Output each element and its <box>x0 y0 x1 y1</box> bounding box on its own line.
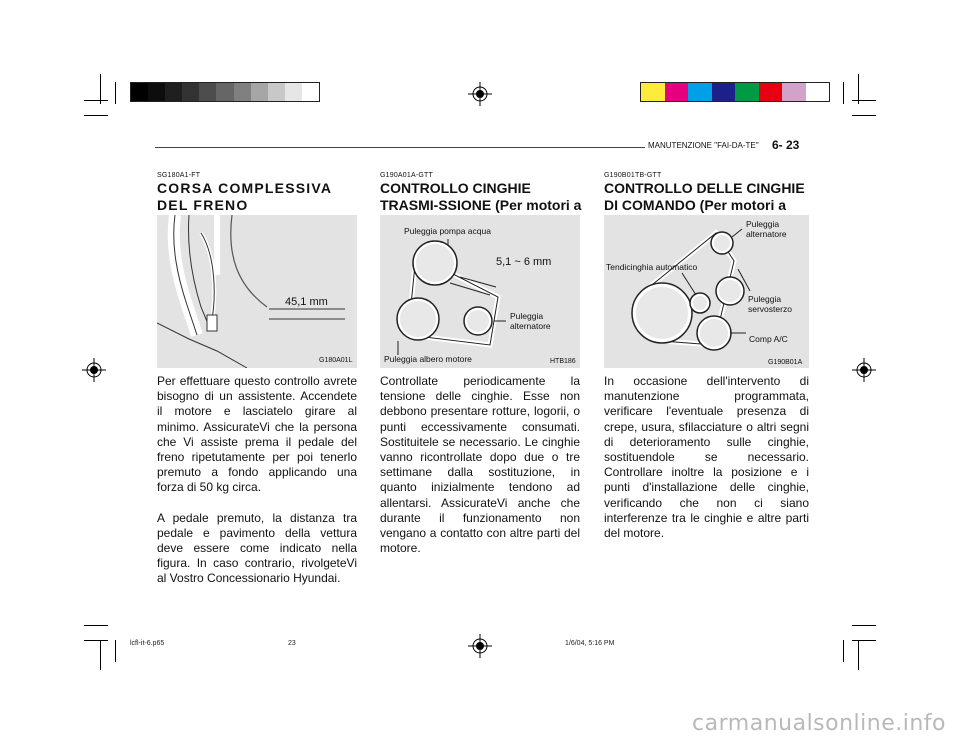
section-body <box>380 374 580 571</box>
section-body <box>604 374 809 556</box>
footer-file: lcfl-it-6.p65 <box>130 640 165 647</box>
section-body <box>157 374 357 602</box>
callout-label: Puleggia alternatore <box>746 219 787 239</box>
callout-label: Puleggia alternatore <box>510 311 551 331</box>
crop-mark <box>852 625 876 626</box>
watermark: carmanualsonline.info <box>692 711 946 736</box>
crop-mark <box>852 640 876 641</box>
crop-mark <box>100 74 101 104</box>
section-code: G190A01A-GTT <box>380 172 433 179</box>
color-bar <box>640 82 830 102</box>
belt-figure <box>380 215 580 368</box>
crop-mark <box>852 115 876 116</box>
measurement-label: 45,1 mm <box>285 296 328 308</box>
registration-mark-icon <box>468 82 492 106</box>
crop-mark <box>858 640 859 670</box>
figure-code: G190B01A <box>768 359 803 366</box>
paragraph: Per effettuare questo controllo avrete bisogno di un assistente. Accendete il motore e lasciatelo girare al minimo. AssicurateVi che la persona che Vi assiste prema il pedale del freno ripetutamente per poi tenerlo premuto a fondo applicando una forza di 50 kg circa. <box>157 374 357 495</box>
section-title: CONTROLLO DELLE CINGHIE DI COMANDO (Per motori a <box>604 180 805 213</box>
callout-label: Puleggia servosterzo <box>748 294 792 314</box>
footer-page: 23 <box>288 640 296 647</box>
section-code: SG180A1-FT <box>157 172 201 179</box>
brake-pedal-figure <box>157 215 357 368</box>
crop-mark <box>100 640 101 670</box>
header-section: MANUTENZIONE "FAI-DA-TE" <box>648 141 759 150</box>
section-code: G190B01TB-GTT <box>604 172 662 179</box>
crop-mark <box>843 82 844 104</box>
paragraph: Controllate periodicamente la tensione delle cinghie. Esse non debbono presentare rotture, logorii, o punti eccessivamente consumati. Sostituitele se necessario. Le cinghie vanno ricontrollate dopo due o tre settimane dalla sostituzione, in quanto inizialmente tendono ad allentarsi. AssicurateVi anche che durante il funzionamento non vengano a contatto con altre parti del motore. <box>380 374 580 556</box>
figure-code: HTB186 <box>550 358 576 365</box>
figure-code: G180A01L <box>319 357 353 364</box>
crop-mark <box>84 625 108 626</box>
callout-label: Puleggia albero motore <box>384 354 472 364</box>
crop-mark <box>115 82 116 104</box>
diesel-belt-figure <box>604 215 809 368</box>
crop-mark <box>84 100 108 101</box>
paragraph: In occasione dell'intervento di manutenzione programmata, verificare l'eventuale presenza di crepe, usura, sfilacciature o altri segni di deterioramento sulle cinghie, sostituendole se necessario. Controllare inoltre la posizione e i punti d'installazione delle cinghie, verificando che non ci siano interferenze tra le cinghie e altre parti del motore. <box>604 374 809 541</box>
crop-mark <box>858 74 859 104</box>
page-number: 6- 23 <box>772 138 800 152</box>
registration-mark-icon <box>82 358 106 382</box>
footer-timestamp: 1/6/04, 5:16 PM <box>565 640 615 647</box>
crop-mark <box>115 640 116 662</box>
registration-mark-icon <box>852 358 876 382</box>
callout-label: Comp A/C <box>749 334 788 344</box>
belt-illustration <box>380 215 580 368</box>
crop-mark <box>84 115 108 116</box>
measurement-label: 5,1 ~ 6 mm <box>496 256 552 268</box>
brake-pedal-illustration <box>157 215 357 368</box>
crop-mark <box>843 640 844 662</box>
crop-mark <box>852 100 876 101</box>
grayscale-bar <box>130 82 320 102</box>
paragraph: A pedale premuto, la distanza tra pedale e pavimento della vettura deve essere come indicato nella figura. In caso contrario, rivolgeteVi al Vostro Concessionario Hyundai. <box>157 510 357 586</box>
callout-label: Puleggia pompa acqua <box>404 226 491 236</box>
crop-mark <box>84 640 108 641</box>
section-title: CORSA COMPLESSIVA DEL FRENO <box>157 180 332 213</box>
section-title: CONTROLLO CINGHIE TRASMI-SSIONE (Per motori a <box>380 180 582 213</box>
header-rule <box>155 147 645 148</box>
registration-mark-icon <box>468 634 492 658</box>
callout-label: Tendicinghia automatico <box>606 262 698 272</box>
